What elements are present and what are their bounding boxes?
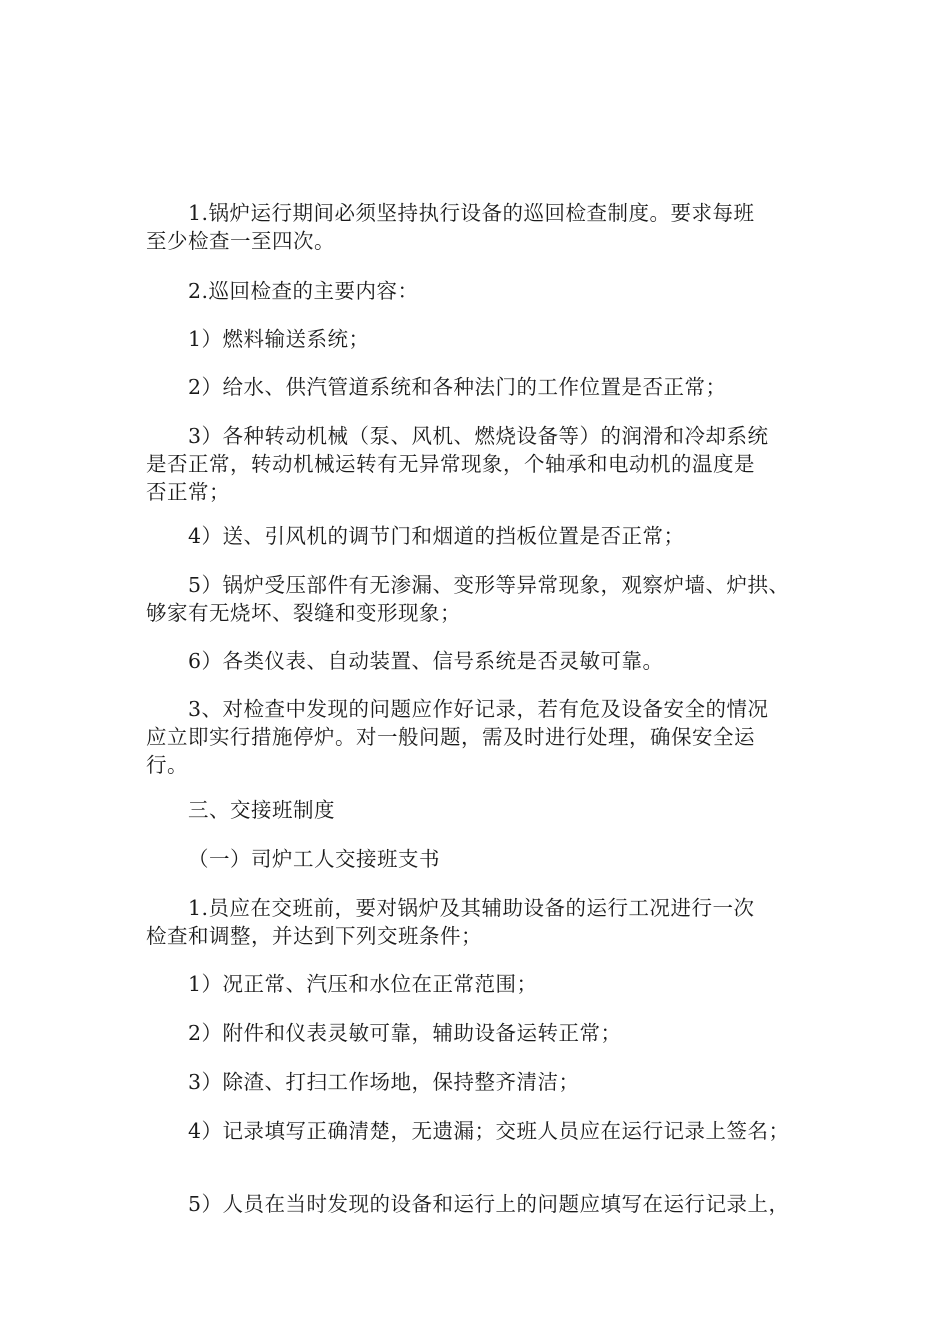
paragraph-line: 4）记录填写正确清楚，无遗漏；交班人员应在运行记录上签名； bbox=[188, 1119, 790, 1143]
paragraph-1 bbox=[146, 199, 826, 255]
paragraph-line: 3）各种转动机械（泵、风机、燃烧设备等）的润滑和冷却系统 bbox=[188, 424, 769, 448]
paragraph-line: 5）锅炉受压部件有无渗漏、变形等异常现象，观察炉墙、炉拱、 bbox=[188, 573, 790, 597]
paragraph-line: 6）各类仪表、自动装置、信号系统是否灵敏可靠。 bbox=[188, 649, 664, 673]
paragraph-line: 3）除渣、打扫工作场地，保持整齐清洁； bbox=[188, 1070, 580, 1094]
paragraph-line: 4）送、引风机的调节门和烟道的挡板位置是否正常； bbox=[188, 524, 685, 548]
paragraph-line: 1）况正常、汽压和水位在正常范围； bbox=[188, 972, 538, 996]
paragraph-line: 行。 bbox=[146, 753, 188, 777]
paragraph-line: 1.锅炉运行期间必须坚持执行设备的巡回检查制度。要求每班 bbox=[188, 201, 755, 225]
paragraph-7 bbox=[146, 571, 826, 627]
paragraph-line: 3、对检查中发现的问题应作好记录，若有危及设备安全的情况 bbox=[188, 697, 769, 721]
paragraph-3 bbox=[146, 325, 826, 353]
paragraph-line: 否正常； bbox=[146, 480, 230, 504]
paragraph-line: 5）人员在当时发现的设备和运行上的问题应填写在运行记录上， bbox=[188, 1192, 790, 1216]
paragraph-9 bbox=[146, 695, 826, 779]
paragraph-8 bbox=[146, 647, 826, 675]
paragraph-16 bbox=[146, 1117, 826, 1145]
paragraph-6 bbox=[146, 522, 826, 550]
paragraph-line: 三、交接班制度 bbox=[188, 798, 335, 822]
paragraph-line: 是否正常，转动机械运转有无异常现象，个轴承和电动机的温度是 bbox=[146, 452, 755, 476]
paragraph-line: 2）给水、供汽管道系统和各种法门的工作位置是否正常； bbox=[188, 375, 727, 399]
paragraph-line: 2.巡回检查的主要内容： bbox=[188, 279, 419, 303]
paragraph-2 bbox=[146, 277, 826, 305]
paragraph-line: 1）燃料输送系统； bbox=[188, 327, 370, 351]
paragraph-line: 2）附件和仪表灵敏可靠，辅助设备运转正常； bbox=[188, 1021, 622, 1045]
paragraph-17 bbox=[146, 1190, 826, 1218]
subsection-heading bbox=[146, 845, 826, 873]
paragraph-15 bbox=[146, 1068, 826, 1096]
paragraph-line: 1.员应在交班前，要对锅炉及其辅助设备的运行工况进行一次 bbox=[188, 896, 755, 920]
paragraph-line: （一）司炉工人交接班支书 bbox=[188, 847, 440, 871]
paragraph-line: 检查和调整，并达到下列交班条件； bbox=[146, 924, 482, 948]
paragraph-13 bbox=[146, 970, 826, 998]
paragraph-12 bbox=[146, 894, 826, 950]
paragraph-4 bbox=[146, 373, 826, 401]
paragraph-14 bbox=[146, 1019, 826, 1047]
paragraph-5 bbox=[146, 422, 826, 506]
section-heading bbox=[146, 796, 826, 824]
paragraph-line: 应立即实行措施停炉。对一般问题，需及时进行处理，确保安全运 bbox=[146, 725, 755, 749]
paragraph-line: 至少检查一至四次。 bbox=[146, 229, 335, 253]
paragraph-line: 够家有无烧坏、裂缝和变形现象； bbox=[146, 601, 461, 625]
